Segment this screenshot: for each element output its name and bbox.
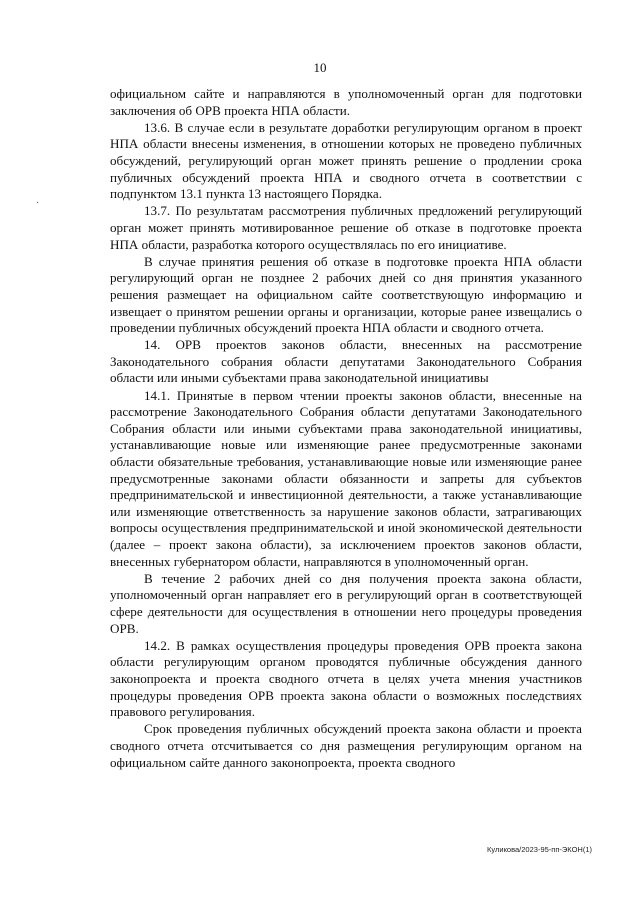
- paragraph-14-1: 14.1. Принятые в первом чтении проекты законов области, внесенные на рассмотрение Законодательного Собрания области депутатами Законодательного Собрания области или иными субъектами права законодательной инициативы, устанавливающие новые или изменяющие ранее предусмотренные законами области обязательные требования, устанавливающие новые или изменяющие ранее предусмотренные законами области обязанности и запреты для субъектов предпринимательской и инвестиционной деятельности, а также устанавливающие или изменяющие ответственность за нарушение законов области, затрагивающих вопросы осуществления предпринимательской и иной экономической деятельности (далее – проект закона области), за исключением проектов законов области, внесенных губернатором области, направляются в уполномоченный орган.: [110, 387, 582, 569]
- paragraph-13-6: 13.6. В случае если в результате доработки регулирующим органом в проект НПА области внесены изменения, в отношении которых не проведено публичных обсуждений, регулирующий орган может принять решение о продлении срока публичных обсуждений проекта НПА и сводного отчета в соответствии с подпунктом 13.1 пункта 13 настоящего Порядка.: [110, 119, 582, 202]
- document-body: [110, 86, 582, 772]
- paragraph-14-2: 14.2. В рамках осуществления процедуры проведения ОРВ проекта закона области регулирующим органом проводятся публичные обсуждения данного законопроекта и проекта сводного отчета в целях учета мнения участников процедуры проведения ОРВ проекта закона области о возможных последствиях правового регулирования.: [110, 637, 582, 720]
- section-heading-14: 14. ОРВ проектов законов области, внесенных на рассмотрение Законодательного собрания области депутатами Законодательного Собрания области или иными субъектами права законодательной инициативы: [110, 337, 582, 386]
- paragraph: В течение 2 рабочих дней со дня получения проекта закона области, уполномоченный орган направляет его в регулирующий орган в соответствующей сфере деятельности для осуществления в отношении него процедуры проведения ОРВ.: [110, 570, 582, 636]
- paragraph: В случае принятия решения об отказе в подготовке проекта НПА области регулирующий орган не позднее 2 рабочих дней со дня принятия указанного решения размещает на официальном сайте соответствующую информацию и извещает о принятом решении органы и организации, которые ранее извещались о проведении публичных обсуждений проекта НПА области и сводного отчета.: [110, 253, 582, 336]
- paragraph-13-7: 13.7. По результатам рассмотрения публичных предложений регулирующий орган может принять мотивированное решение об отказе в подготовке проекта НПА области, разработка которого осуществлялась по его инициативе.: [110, 203, 582, 252]
- paragraph: официальном сайте и направляются в уполномоченный орган для подготовки заключения об ОРВ проекта НПА области.: [110, 86, 582, 118]
- stray-mark: ·: [36, 198, 40, 209]
- paragraph: Срок проведения публичных обсуждений проекта закона области и проекта сводного отчета отсчитывается со дня размещения регулирующим органом на официальном сайте данного законопроекта, проекта сводного: [110, 721, 582, 770]
- footer-code: Куликова/2023-95-пп-ЭКОН(1): [487, 845, 592, 854]
- page-number: 10: [313, 60, 327, 75]
